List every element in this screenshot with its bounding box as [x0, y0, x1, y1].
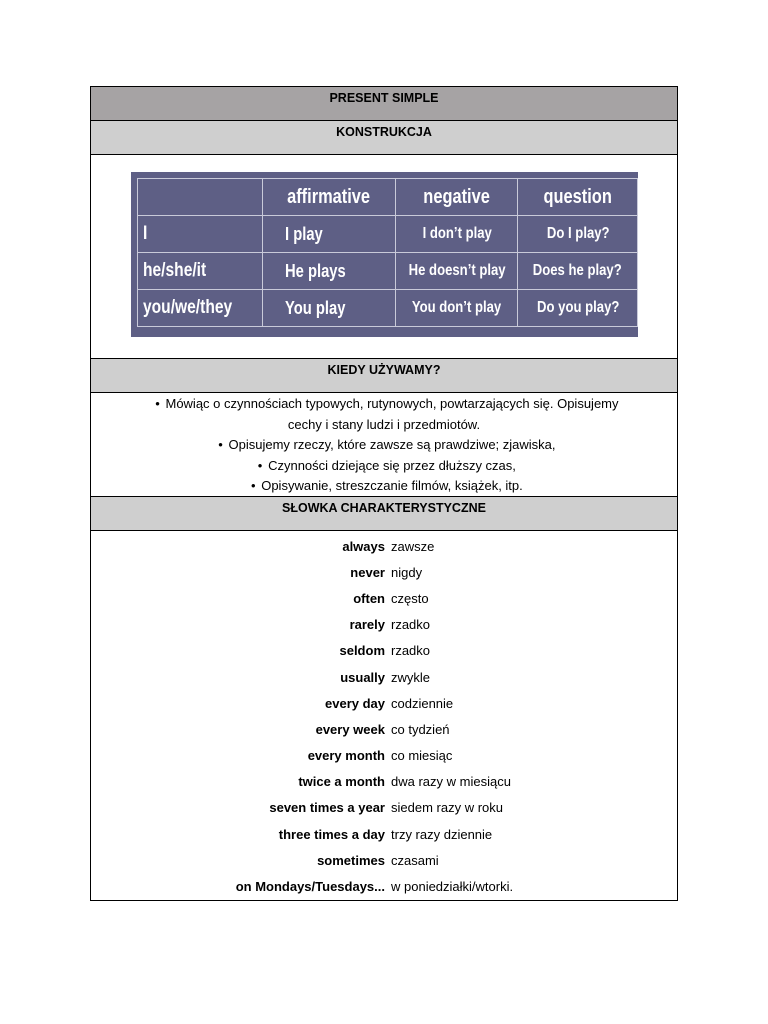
bullet-icon: •	[155, 396, 160, 411]
keyword-row	[91, 716, 677, 742]
keyword-pl: czasami	[391, 852, 439, 868]
keyword-pl: nigdy	[391, 564, 423, 580]
conjugation-table	[137, 178, 638, 327]
subject-cell: I	[138, 216, 263, 253]
affirmative-cell: I play	[262, 216, 396, 253]
keyword-en: on Mondays/Tuesdays...	[235, 879, 385, 895]
keyword-pl: rzadko	[391, 643, 431, 659]
affirmative-cell: He plays	[262, 253, 396, 290]
keyword-en: twice a month	[298, 774, 385, 790]
keyword-pl: w poniedziałki/wtorki.	[391, 879, 514, 895]
document-table	[90, 86, 678, 901]
keyword-pl: co miesiąc	[391, 748, 453, 764]
keyword-en: three times a day	[278, 826, 385, 842]
keyword-row	[91, 533, 677, 559]
keyword-row	[91, 638, 677, 664]
conjugation-row	[138, 290, 638, 327]
usage-list	[91, 393, 677, 497]
question-cell: Do you play?	[518, 290, 638, 327]
keyword-row	[91, 690, 677, 716]
keyword-en: seven times a year	[269, 800, 385, 816]
header-negative: negative	[396, 179, 518, 216]
keyword-en: often	[353, 590, 385, 606]
keyword-pl: dwa razy w miesiącu	[391, 774, 511, 790]
negative-cell: You don’t play	[396, 290, 518, 327]
subject-cell: you/we/they	[138, 290, 263, 327]
keyword-pl: trzy razy dziennie	[391, 826, 493, 842]
keyword-en: usually	[340, 669, 385, 685]
negative-cell: He doesn’t play	[396, 253, 518, 290]
keyword-row	[91, 559, 677, 585]
keyword-row	[91, 585, 677, 611]
keyword-en: always	[342, 538, 385, 554]
conjugation-header-row	[138, 179, 638, 216]
question-cell: Does he play?	[518, 253, 638, 290]
question-cell: Do I play?	[518, 216, 638, 253]
keyword-row	[91, 664, 677, 690]
section-header-keywords: SŁOWKA CHARAKTERYSTYCZNE	[91, 497, 677, 531]
list-item: • Mówiąc o czynnościach typowych, rutynowych, powtarzających się. Opisujemy	[91, 394, 677, 415]
keyword-pl: zwykle	[391, 669, 431, 685]
keyword-pl: codziennie	[391, 695, 454, 711]
conjugation-chart	[131, 172, 638, 337]
keywords-list	[91, 531, 677, 900]
keyword-pl: rzadko	[391, 617, 431, 633]
list-item: • Opisujemy rzeczy, które zawsze są prawdziwe; zjawiska,	[91, 435, 677, 456]
affirmative-cell: You play	[262, 290, 396, 327]
negative-cell: I don’t play	[396, 216, 518, 253]
keyword-en: every week	[315, 721, 385, 737]
keyword-pl: co tydzień	[391, 721, 450, 737]
keyword-en: seldom	[339, 643, 385, 659]
keyword-row	[91, 873, 677, 899]
keyword-pl: siedem razy w roku	[391, 800, 503, 816]
keyword-row	[91, 743, 677, 769]
keyword-pl: zawsze	[391, 538, 435, 554]
keyword-row	[91, 847, 677, 873]
keyword-row	[91, 821, 677, 847]
header-empty	[138, 179, 263, 216]
keyword-en: sometimes	[317, 852, 385, 868]
page-title: PRESENT SIMPLE	[91, 87, 677, 121]
subject-cell: he/she/it	[138, 253, 263, 290]
bullet-icon: •	[257, 457, 263, 473]
bullet-icon: •	[250, 478, 256, 494]
list-item-continuation: cechy i stany ludzi i przedmiotów.	[287, 416, 481, 432]
list-item: • Opisywanie, streszczanie filmów, książek, itp.	[91, 476, 677, 497]
keyword-en: every day	[325, 695, 385, 711]
construction-section	[91, 155, 677, 359]
keyword-pl: często	[391, 590, 429, 606]
keyword-en: every month	[307, 748, 385, 764]
header-question: question	[518, 179, 638, 216]
section-header-construction: KONSTRUKCJA	[91, 121, 677, 155]
conjugation-row	[138, 253, 638, 290]
keyword-row	[91, 769, 677, 795]
conjugation-row	[138, 216, 638, 253]
section-header-usage: KIEDY UŻYWAMY?	[91, 359, 677, 393]
bullet-icon: •	[218, 437, 223, 453]
keyword-en: rarely	[349, 617, 385, 633]
list-item: • Czynności dziejące się przez dłuższy czas,	[91, 456, 677, 477]
keyword-en: never	[350, 564, 385, 580]
keyword-row	[91, 612, 677, 638]
keyword-row	[91, 795, 677, 821]
header-affirmative: affirmative	[262, 179, 396, 216]
